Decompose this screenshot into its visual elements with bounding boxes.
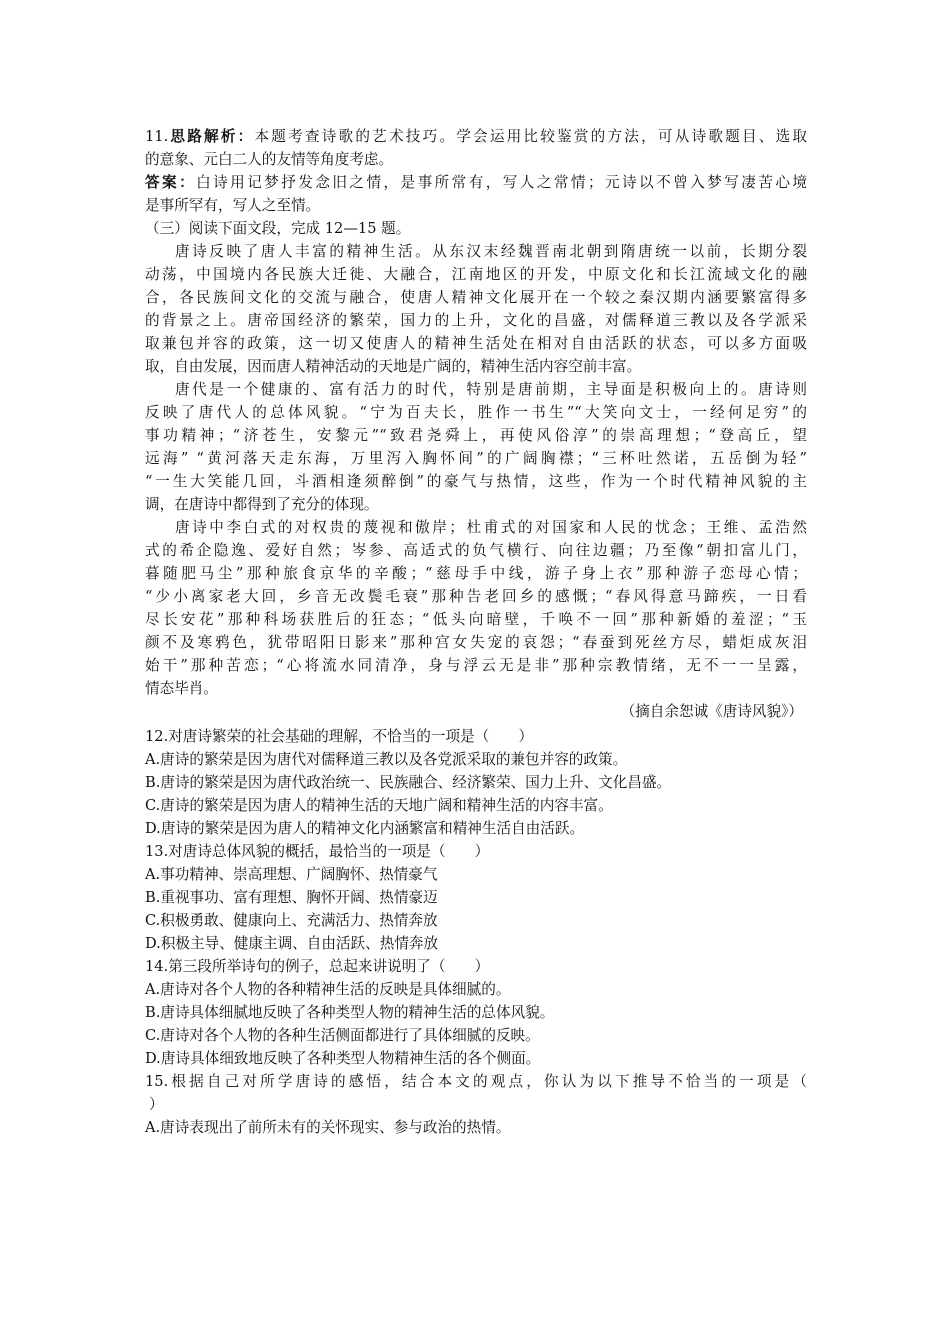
option-b: B.唐诗具体细腻地反映了各种类型人物的精神生活的总体风貌。 [145, 1004, 555, 1021]
passage-line: 唐诗中李白式的对权贵的蔑视和傲岸；杜甫式的对国家和人民的忧念；王维、孟浩然 [175, 519, 807, 536]
passage-line: 动荡，中国境内各民族大迁徙、大融合，江南地区的开发，中原文化和长江流域文化的融 [145, 266, 807, 283]
passage-line: 式的希企隐逸、爱好自然；岑参、高适式的负气横行、向往边疆；乃至像“朝扣富儿门， [145, 542, 807, 559]
q11-analysis-line-2: 的意象、元白二人的友情等角度考虑。 [145, 151, 394, 168]
question-14 [145, 955, 807, 1070]
passage-line: 合，各民族间文化的交流与融合，使唐人精神文化展开在一个较之秦汉期内涵要繁富得多 [145, 289, 807, 306]
question-stem-line-1: 15.根据自己对所学唐诗的感悟，结合本文的观点，你认为以下推导不恰当的一项是（ [145, 1073, 807, 1090]
option-a: A.事功精神、崇高理想、广阔胸怀、热情豪气 [145, 866, 438, 883]
passage-paragraph-1 [145, 240, 807, 378]
option-d: D.唐诗的繁荣是因为唐人的精神文化内涵繁富和精神生活自由活跃。 [145, 820, 585, 837]
q11-answer-line-1 [145, 171, 807, 194]
passage-paragraph-3 [145, 516, 807, 700]
question-stem: 14.第三段所举诗句的例子，总起来讲说明了（ ） [145, 958, 490, 975]
option-c: C.积极勇敢、健康向上、充满活力、热情奔放 [145, 912, 438, 929]
passage-line: 尽长安花”那种科场获胜后的狂态；“低头向暗壁，千唤不一回”那种新婚的羞涩；“玉 [145, 611, 807, 628]
passage-paragraph-2 [145, 378, 807, 516]
option-a: A.唐诗的繁荣是因为唐代对儒释道三教以及各党派采取的兼包并容的政策。 [145, 751, 628, 768]
option-b: B.唐诗的繁荣是因为唐代政治统一、民族融合、经济繁荣、国力上升、文化昌盛。 [145, 774, 672, 791]
passage-line: 唐诗反映了唐人丰富的精神生活。从东汉末经魏晋南北朝到隋唐统一以前，长期分裂 [175, 243, 807, 260]
question-13 [145, 840, 807, 955]
q11-answer-label: 答案： [145, 174, 197, 191]
passage-line: 暮随肥马尘”那种旅食京华的辛酸；“慈母手中线，游子身上衣”那种游子恋母心情； [145, 565, 807, 582]
passage-line: 取，自由发展，因而唐人精神活动的天地是广阔的，精神生活内容空前丰富。 [145, 358, 642, 375]
passage-line: 唐代是一个健康的、富有活力的时代，特别是唐前期，主导面是积极向上的。唐诗则 [175, 381, 807, 398]
passage-line: 情态毕肖。 [145, 680, 218, 697]
question-stem: 13.对唐诗总体风貌的概括，最恰当的一项是（ ） [145, 843, 490, 860]
question-12 [145, 725, 807, 840]
q11-analysis-label: 思路解析： [168, 128, 255, 145]
option-c: C.唐诗的繁荣是因为唐人的精神生活的天地广阔和精神生活的内容丰富。 [145, 797, 613, 814]
passage-line: 调，在唐诗中都得到了充分的体现。 [145, 496, 379, 513]
source-attribution: （摘自余恕诚《唐诗风貌》） [620, 703, 803, 720]
passage-line: 事功精神；“济苍生，安黎元”“致君尧舜上，再使风俗淳”的崇高理想；“登高丘，望 [145, 427, 807, 444]
q11-answer-line-2: 是事所罕有，写人之至情。 [145, 197, 321, 214]
option-a: A.唐诗表现出了前所未有的关怀现实、参与政治的热情。 [145, 1119, 511, 1136]
q11-answer-text-1: 白诗用记梦抒发念旧之情，是事所常有，写人之常情；元诗以不曾入梦写凄苦心境 [196, 174, 807, 191]
passage-line: 反映了唐代人的总体风貌。“宁为百夫长，胜作一书生”“大笑向文士，一经何足穷”的 [145, 404, 807, 421]
option-a: A.唐诗对各个人物的各种精神生活的反映是具体细腻的。 [145, 981, 511, 998]
passage-line: 取兼包并容的政策，这一切又使唐人的精神生活处在相对自由活跃的状态，可以多方面吸 [145, 335, 807, 352]
passage-line: “少小离家老大回，乡音无改鬓毛衰”那种告老回乡的感慨；“春风得意马蹄疾，一日看 [145, 588, 807, 605]
option-d: D.积极主导、健康主调、自由活跃、热情奔放 [145, 935, 439, 952]
option-d: D.唐诗具体细致地反映了各种类型人物精神生活的各个侧面。 [145, 1050, 541, 1067]
passage-line: 远海” “黄河落天走东海，万里泻入胸怀间”的广阔胸襟；“三杯吐然诺，五岳倒为轻” [145, 450, 807, 467]
passage-line: “一生大笑能几回，斗酒相逢须醉倒”的豪气与热情，这些，作为一个时代精神风貌的主 [145, 473, 807, 490]
section-heading: （三）阅读下面文段，完成 12—15 题。 [145, 220, 411, 237]
q11-analysis-text-1: 本题考查诗歌的艺术技巧。学会运用比较鉴赏的方法，可从诗歌题目、选取 [254, 128, 807, 145]
question-stem: 12.对唐诗繁荣的社会基础的理解，不恰当的一项是（ ） [145, 728, 534, 745]
q11-number: 11. [145, 128, 169, 145]
question-stem-line-2: ） [149, 1096, 164, 1113]
question-15 [145, 1070, 807, 1139]
q11-analysis-line-1 [145, 125, 807, 148]
passage-line: 颜不及寒鸦色，犹带昭阳日影来”那种宫女失宠的哀怨；“春蚕到死丝方尽，蜡炬成灰泪 [145, 634, 807, 651]
option-b: B.重视事功、富有理想、胸怀开阔、热情豪迈 [145, 889, 438, 906]
passage-line: 的背景之上。唐帝国经济的繁荣，国力的上升，文化的昌盛，对儒释道三教以及各学派采 [145, 312, 807, 329]
option-c: C.唐诗对各个人物的各种生活侧面都进行了具体细腻的反映。 [145, 1027, 540, 1044]
passage-line: 始干”那种苦恋；“心将流水同清净，身与浮云无是非”那种宗教情绪，无不一一呈露， [145, 657, 807, 674]
document-page [145, 125, 807, 1139]
